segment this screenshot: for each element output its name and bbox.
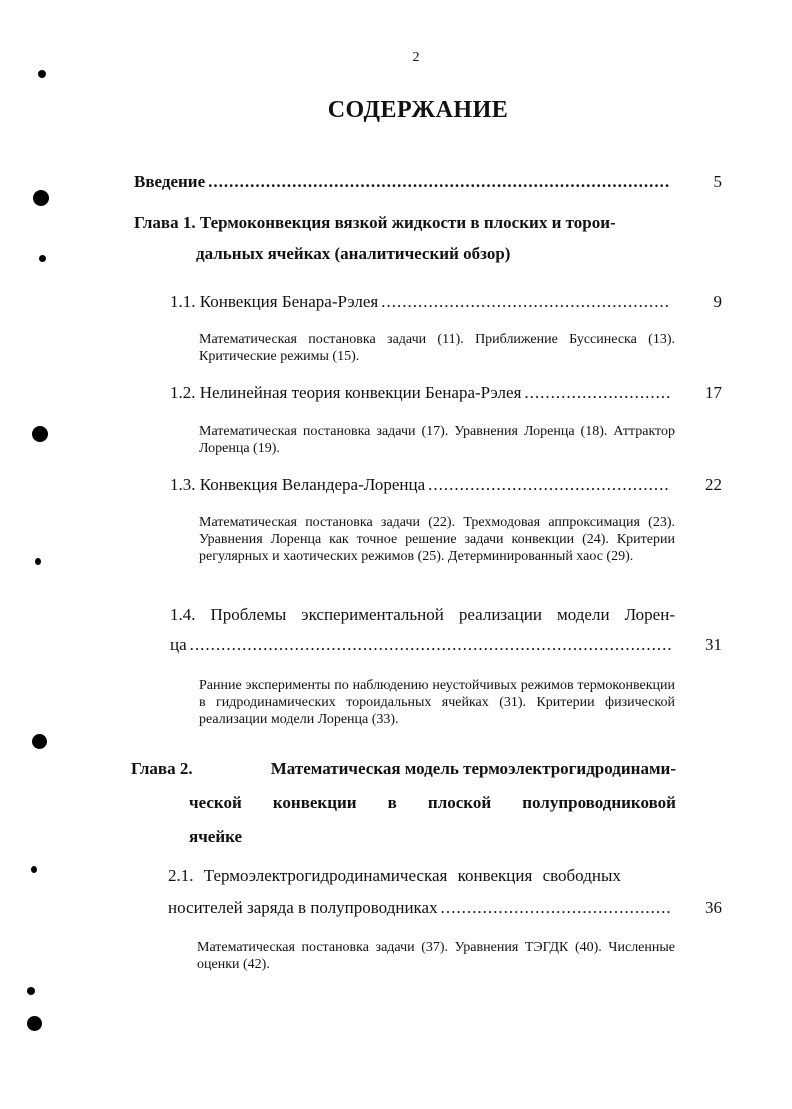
section-1-2-page: 17 xyxy=(705,383,722,402)
section-2-1-label: 2.1. Термоэлектрогидродинамическая конвекция свободных xyxy=(168,866,621,885)
toc-section-1-4-line1[interactable]: 1.4. Проблемы экспериментальной реализации модели Лорен- xyxy=(170,605,675,624)
scan-blot xyxy=(32,734,47,749)
section-1-3-abstract: Математическая постановка задачи (22). Трехмодовая аппроксимация (23). Уравнения Лоренца как точное решение задачи конвекции (24). Критерии регулярных и хаотических режимов (25). Детерминированный хаос (29). xyxy=(199,515,675,564)
scan-blot xyxy=(27,987,35,995)
leader-dots xyxy=(441,898,671,918)
section-1-4-page: 31 xyxy=(705,635,722,654)
toc-section-1-2[interactable] xyxy=(170,383,674,403)
scan-blot xyxy=(39,255,46,262)
scan-blot xyxy=(38,70,46,78)
chapter-1-title: Термоконвекция вязкой жидкости в плоских и торои- xyxy=(199,213,616,232)
section-2-1-page: 36 xyxy=(705,898,722,917)
scan-blot xyxy=(32,426,48,442)
leader-dots xyxy=(190,635,671,655)
section-2-1-abstract: Математическая постановка задачи (37). Уравнения ТЭГДК (40). Численные оценки (42). xyxy=(197,940,675,972)
scan-blot xyxy=(33,190,49,206)
scan-blot xyxy=(27,1016,42,1031)
leader-dots xyxy=(381,292,671,312)
chapter-1-title-cont: дальных ячейках (аналитический обзор) xyxy=(196,244,511,263)
scan-blot xyxy=(31,866,37,873)
section-1-1-label: 1.1. Конвекция Бенара-Рэлея xyxy=(170,292,379,311)
chapter-2-title-line3: ячейке xyxy=(189,827,243,846)
toc-section-1-3[interactable] xyxy=(170,475,674,495)
toc-section-1-1[interactable] xyxy=(170,292,674,312)
chapter-2-title-line2: ческой конвекции в плоской полупроводниковой xyxy=(189,793,676,812)
section-1-1-page: 9 xyxy=(713,292,722,311)
section-1-3-label: 1.3. Конвекция Веландера-Лоренца xyxy=(170,475,426,494)
toc-section-1-4-line2[interactable] xyxy=(170,635,674,655)
section-1-3-page: 22 xyxy=(705,475,722,494)
page-title: СОДЕРЖАНИЕ xyxy=(327,97,509,123)
section-1-4-abstract: Ранние эксперименты по наблюдению неустойчивых режимов термоконвекции в гидродинамических тороидальных ячейках (31). Критерии физической реализации модели Лоренца (33). xyxy=(199,678,675,727)
chapter-2-label: Глава 2. xyxy=(131,759,193,778)
toc-intro-page: 5 xyxy=(713,172,722,191)
section-1-4-label-cont: ца xyxy=(170,635,187,654)
section-1-2-abstract: Математическая постановка задачи (17). Уравнения Лоренца (18). Аттрактор Лоренца (19). xyxy=(199,424,675,456)
toc-intro[interactable] xyxy=(134,172,674,192)
toc-section-2-1-line1[interactable] xyxy=(168,866,675,886)
page-number: 2 xyxy=(412,50,420,65)
chapter-2-title-line1: Математическая модель термоэлектрогидродинами- xyxy=(270,759,676,778)
section-1-1-abstract: Математическая постановка задачи (11). Приближение Буссинеска (13). Критические режимы (15). xyxy=(199,332,675,364)
toc-intro-label: Введение xyxy=(134,172,206,191)
section-1-2-label: 1.2. Нелинейная теория конвекции Бенара-Рэлея xyxy=(170,383,522,402)
leader-dots xyxy=(428,475,671,495)
toc-section-2-1-line2[interactable] xyxy=(168,898,674,918)
toc-chapter-2[interactable] xyxy=(131,752,676,854)
section-2-1-label-cont: носителей заряда в полупроводниках xyxy=(168,898,438,917)
chapter-1-label: Глава 1. xyxy=(134,213,196,232)
toc-chapter-1[interactable] xyxy=(134,207,679,269)
scan-blot xyxy=(35,558,41,565)
leader-dots xyxy=(208,172,671,192)
leader-dots xyxy=(524,383,671,403)
